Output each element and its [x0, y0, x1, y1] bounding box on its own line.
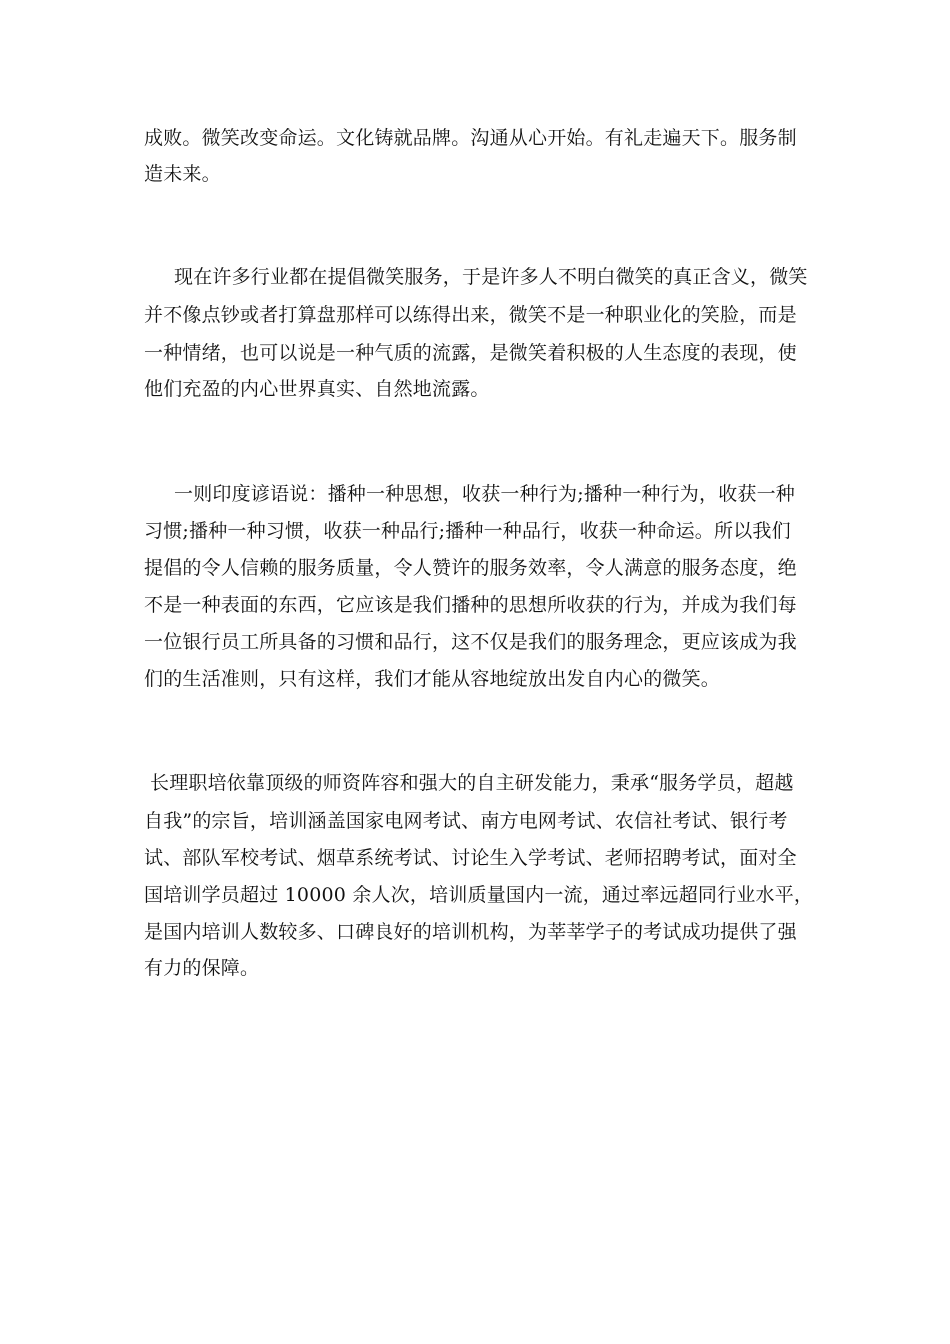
paragraph-4-line-6: 有力的保障。 [144, 957, 260, 979]
paragraph-4-line-2: 自我”的宗旨，培训涵盖国家电网考试、南方电网考试、农信社考试、银行考 [144, 810, 788, 832]
paragraph-4-line-5: 是国内培训人数较多、口碑良好的培训机构，为莘莘学子的考试成功提供了强 [144, 921, 797, 943]
paragraph-4-line-1: 长理职培依靠顶级的师资阵容和强大的自主研发能力，秉承“服务学员，超越 [150, 772, 794, 794]
paragraph-3-line-6: 们的生活准则，只有这样，我们才能从容地绽放出发自内心的微笑。 [144, 668, 721, 690]
paragraph-2-line-3: 一种情绪，也可以说是一种气质的流露，是微笑着积极的人生态度的表现，使 [144, 342, 797, 364]
paragraph-3-line-1: 一则印度谚语说：播种一种思想，收获一种行为;播种一种行为，收获一种 [174, 483, 796, 505]
paragraph-2-line-2: 并不像点钞或者打算盘那样可以练得出来，微笑不是一种职业化的笑脸，而是 [144, 304, 797, 326]
paragraph-4-line-3: 试、部队军校考试、烟草系统考试、讨论生入学考试、老师招聘考试，面对全 [144, 847, 797, 869]
paragraph-1-line-1: 成败。微笑改变命运。文化铸就品牌。沟通从心开始。有礼走遍天下。服务制 [144, 127, 797, 149]
paragraph-3-line-5: 一位银行员工所具备的习惯和品行，这不仅是我们的服务理念，更应该成为我 [144, 631, 797, 653]
paragraph-4-line-4: 国培训学员超过 10000 余人次，培训质量国内一流，通过率远超同行业水平， [144, 884, 814, 906]
paragraph-1-line-2: 造未来。 [144, 163, 221, 185]
paragraph-3-line-3: 提倡的令人信赖的服务质量，令人赞许的服务效率，令人满意的服务态度，绝 [144, 557, 797, 579]
paragraph-3-line-4: 不是一种表面的东西，它应该是我们播种的思想所收获的行为，并成为我们每 [144, 594, 797, 616]
paragraph-2-line-4: 他们充盈的内心世界真实、自然地流露。 [144, 378, 490, 400]
paragraph-3-line-2: 习惯;播种一种习惯，收获一种品行;播种一种品行，收获一种命运。所以我们 [144, 520, 791, 542]
paragraph-2-line-1: 现在许多行业都在提倡微笑服务，于是许多人不明白微笑的真正含义，微笑 [174, 266, 808, 288]
